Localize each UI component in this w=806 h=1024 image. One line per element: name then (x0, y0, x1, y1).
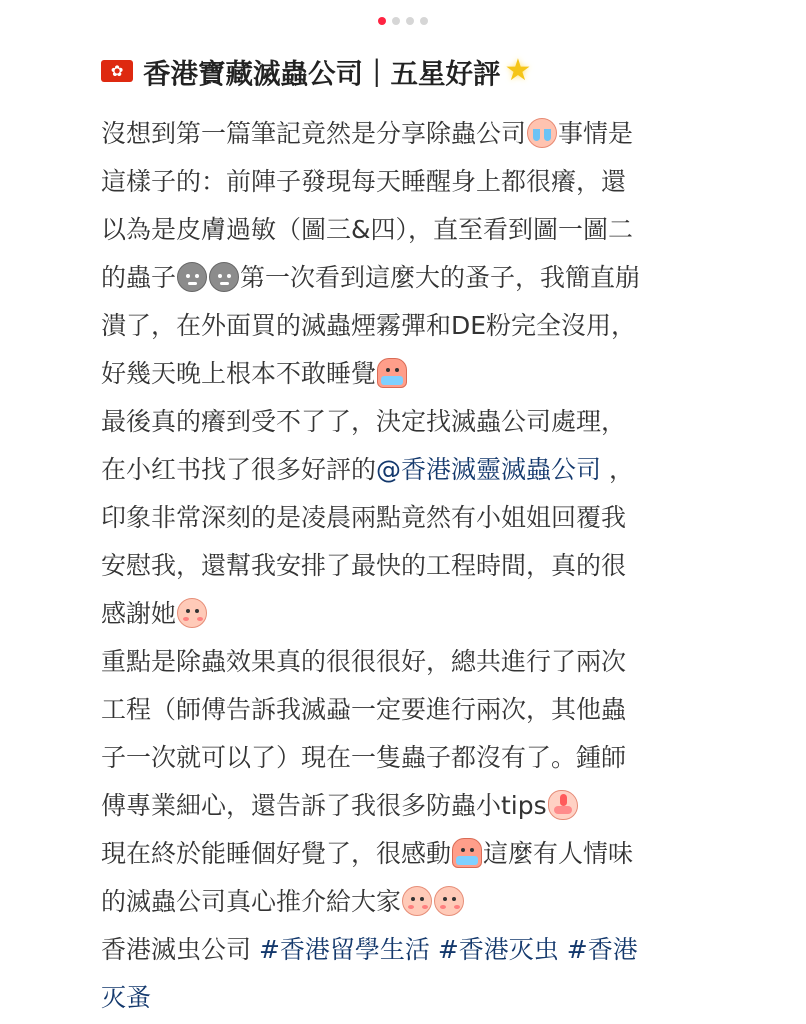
post-body-line (101, 734, 751, 782)
hong-kong-flag-icon (101, 60, 133, 82)
crying-emoji-icon (527, 118, 557, 148)
gray-face-emoji-icon (209, 262, 239, 292)
hashtag-link[interactable]: #香港 (566, 935, 638, 964)
body-text (430, 935, 438, 964)
carousel-dot[interactable] (392, 17, 400, 25)
post-body-line (101, 158, 751, 206)
body-text: 印象非常深刻的是凌晨兩點竟然有小姐姐回覆我 (101, 503, 627, 532)
post-body-line (101, 590, 751, 638)
carousel-dot[interactable] (420, 17, 428, 25)
body-text: 這麼有人情味 (483, 839, 634, 868)
body-text: 工程（師傅告訴我滅蝨一定要進行兩次，其他蟲 (101, 695, 627, 724)
wailing-emoji-icon (452, 838, 482, 868)
carousel-dot[interactable] (406, 17, 414, 25)
body-text: 這樣子的：前陣子發現每天睡醒身上都很癢，還 (101, 167, 627, 196)
body-text: 第一次看到這麼大的蚤子，我簡直崩 (240, 263, 641, 292)
post-title: 香港寶藏滅蟲公司｜五星好評 (143, 58, 501, 90)
body-text: 香港滅虫公司 (101, 935, 259, 964)
post-body-line (101, 686, 751, 734)
post-body-line (101, 974, 751, 1022)
wailing-emoji-icon (377, 358, 407, 388)
body-text: 安慰我，還幫我安排了最快的工程時間，真的很 (101, 551, 627, 580)
post-body-line (101, 254, 751, 302)
touched-emoji-icon (177, 598, 207, 628)
post-title-row (101, 48, 781, 94)
post-body-line (101, 494, 751, 542)
post-body-line (101, 398, 751, 446)
touched-emoji-icon (402, 886, 432, 916)
post-body-line (101, 206, 751, 254)
post-body (101, 110, 751, 1022)
gray-face-emoji-icon (177, 262, 207, 292)
post-body-line (101, 830, 751, 878)
body-text: 好幾天晚上根本不敢睡覺 (101, 359, 377, 388)
hashtag-link[interactable]: 灭蚤 (101, 983, 152, 1012)
user-mention-link[interactable]: @香港滅靈滅蟲公司 (376, 455, 602, 484)
post-body-line (101, 878, 751, 926)
body-text: 感謝她 (101, 599, 177, 628)
touched-emoji-icon (434, 886, 464, 916)
post-body-line (101, 542, 751, 590)
post-body-line (101, 782, 751, 830)
post-body-line (101, 110, 751, 158)
post-body-line (101, 302, 751, 350)
body-text: 沒想到第一篇筆記竟然是分享除蟲公司 (101, 119, 527, 148)
body-text: ， (601, 455, 634, 484)
body-text: 現在終於能睡個好覺了，很感動 (101, 839, 452, 868)
body-text: 潰了，在外面買的滅蟲煙霧彈和DE粉完全沒用， (101, 311, 637, 340)
thumbs-up-emoji-icon (548, 790, 578, 820)
body-text: 子一次就可以了）現在一隻蟲子都沒有了。鍾師 (101, 743, 627, 772)
post-body-line (101, 926, 751, 974)
body-text: 重點是除蟲效果真的很很很好，總共進行了兩次 (101, 647, 627, 676)
carousel-indicator (0, 17, 806, 29)
body-text: 傅專業細心，還告訴了我很多防蟲小tips (101, 791, 547, 820)
glowing-star-icon: ★ (504, 53, 532, 88)
body-text: 的蟲子 (101, 263, 177, 292)
body-text: 事情是 (558, 119, 634, 148)
post-body-line (101, 350, 751, 398)
body-text: 在小红书找了很多好評的 (101, 455, 377, 484)
carousel-dot[interactable] (378, 17, 386, 25)
post-body-line (101, 446, 751, 494)
hashtag-link[interactable]: #香港留學生活 (258, 935, 430, 964)
body-text: 以為是皮膚過敏（圖三&四），直至看到圖一圖二 (101, 215, 633, 244)
body-text: 的滅蟲公司真心推介給大家 (101, 887, 402, 916)
hashtag-link[interactable]: #香港灭虫 (437, 935, 559, 964)
body-text (559, 935, 567, 964)
post-body-line (101, 638, 751, 686)
body-text: 最後真的癢到受不了了，決定找滅蟲公司處理， (101, 407, 627, 436)
